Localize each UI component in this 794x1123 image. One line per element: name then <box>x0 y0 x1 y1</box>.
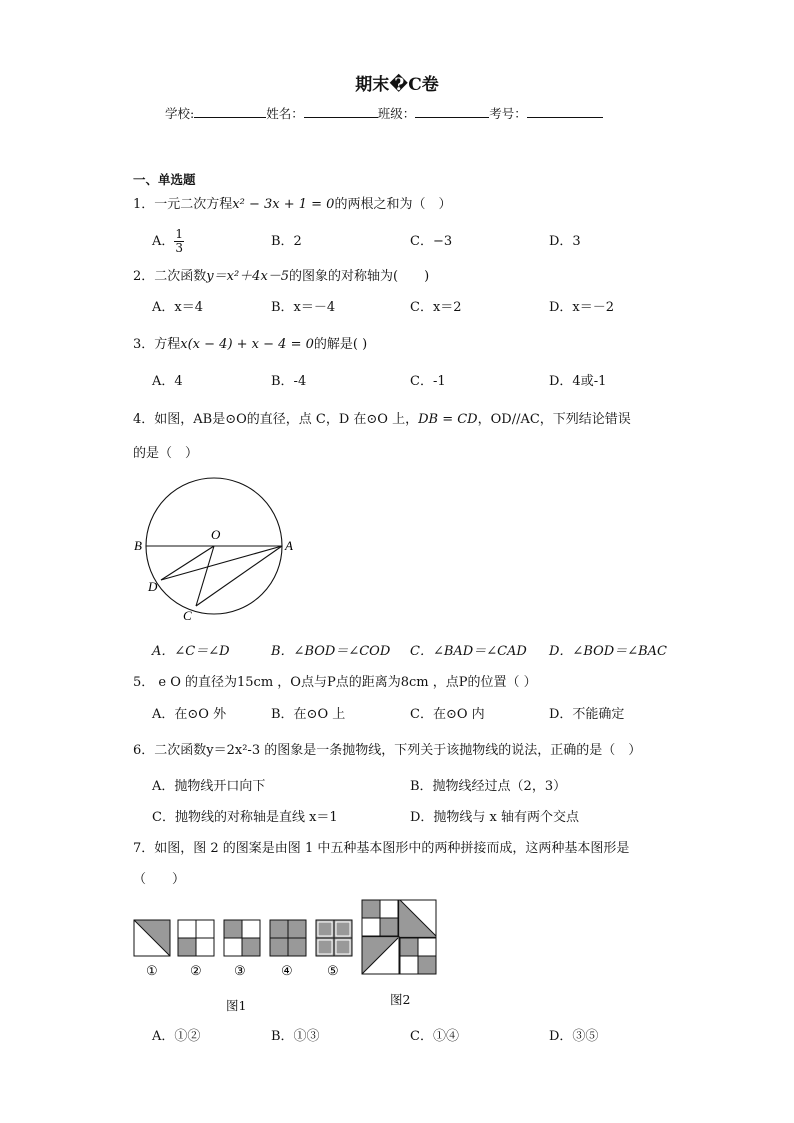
shape-label-2: ② <box>190 964 202 979</box>
question-2 <box>133 265 429 284</box>
q3-stem-pre: 3．方程 <box>133 337 181 352</box>
q2-expression: y＝x²＋4x－5 <box>206 269 290 284</box>
class-label: 班级： <box>377 106 416 121</box>
q3-option-b[interactable]: B．-4 <box>271 374 307 389</box>
q5-option-a[interactable]: A．在⊙O 外 <box>152 707 227 722</box>
question-7-line-1: 7．如图，图 2 的图案是由图 1 中五种基本图形中的两种拼接而成，这两种基本图形是 <box>133 841 630 856</box>
school-label: 学校: <box>165 106 195 121</box>
fraction-numerator: 1 <box>175 227 184 241</box>
shape-2-l-square <box>178 920 214 956</box>
q4-option-c[interactable]: C．∠BAD＝∠CAD <box>410 644 527 659</box>
shape-label-5: ⑤ <box>327 964 339 979</box>
q1-expression: x² − 3x + 1 = 0 <box>232 197 335 212</box>
option-label: A． <box>152 234 175 249</box>
q6-option-a[interactable]: A．抛物线开口向下 <box>152 779 266 794</box>
q3-option-a[interactable]: A．4 <box>152 374 183 389</box>
label-d: D <box>148 579 158 594</box>
q6-option-b[interactable]: B．抛物线经过点（2，3） <box>410 779 567 794</box>
number-blank[interactable] <box>527 105 603 118</box>
figure-2-caption: 图2 <box>390 992 411 1007</box>
q6-option-d[interactable]: D．抛物线与 x 轴有两个交点 <box>410 810 580 825</box>
number-label: 考号： <box>489 106 527 121</box>
q2-option-d[interactable]: D．x＝－2 <box>549 300 615 315</box>
q3-option-d[interactable]: D．4或-1 <box>549 374 607 389</box>
shape-label-3: ③ <box>234 964 246 979</box>
name-blank[interactable] <box>304 105 378 118</box>
segment-ca <box>196 546 282 606</box>
q7-option-b[interactable]: B．①③ <box>271 1029 320 1044</box>
fraction-denominator: 3 <box>175 241 184 255</box>
q2-option-a[interactable]: A．x＝4 <box>152 300 203 315</box>
q4-option-b[interactable]: B．∠BOD＝∠COD <box>271 644 391 659</box>
question-6: 6．二次函数y＝2x²-3 的图象是一条抛物线，下列关于该抛物线的说法，正确的是（ ） <box>133 743 642 758</box>
question-5: 5． e O 的直径为15cm ，O点与P点的距离为8cm ，点P的位置（ ） <box>133 675 537 690</box>
label-a: A <box>285 538 293 553</box>
q1-stem-pre: 1．一元二次方程 <box>133 197 233 212</box>
page-title: 期末�C卷 <box>355 75 439 95</box>
q4-stem-continued: ，OD//AC，下列结论错误 <box>477 412 631 427</box>
label-c: C <box>183 608 192 623</box>
q7-option-a[interactable]: A．①② <box>152 1029 201 1044</box>
student-info-line <box>165 104 603 122</box>
q4-arc-text: DB = CD <box>418 412 478 427</box>
q1-stem-post: 的两根之和为（ ） <box>334 197 452 212</box>
q5-option-c[interactable]: C．在⊙O 内 <box>410 707 485 722</box>
q6-option-c[interactable]: C．抛物线的对称轴是直线 x＝1 <box>152 810 338 825</box>
shape-label-1: ① <box>146 964 158 979</box>
q2-stem-post: 的图象的对称轴为( ) <box>289 269 430 284</box>
q2-stem-pre: 2．二次函数 <box>133 269 207 284</box>
shape-3-checker <box>224 920 260 956</box>
label-b: B <box>134 538 142 553</box>
question-1 <box>133 193 451 212</box>
segment-da <box>161 546 282 580</box>
q4-stem: 4．如图，AB是⊙O的直径，点 C，D 在⊙O 上， <box>133 412 419 427</box>
q2-option-c[interactable]: C．x＝2 <box>410 300 462 315</box>
figure-1-caption: 图1 <box>226 998 247 1013</box>
q5-option-b[interactable]: B．在⊙O 上 <box>271 707 346 722</box>
q3-stem-post: 的解是( ) <box>313 337 368 352</box>
label-o: O <box>211 527 221 542</box>
q2-option-b[interactable]: B．x＝－4 <box>271 300 336 315</box>
q3-expression: x(x − 4) + x − 4 = 0 <box>180 337 314 352</box>
shape-4-grey-grid <box>270 920 306 956</box>
q1-option-b[interactable]: B．2 <box>271 234 302 249</box>
q4-option-a[interactable]: A．∠C＝∠D <box>152 644 230 659</box>
shape-label-4: ④ <box>281 964 293 979</box>
q7-figure-1-shapes <box>128 896 448 988</box>
question-3 <box>133 333 367 352</box>
q1-option-d[interactable]: D．3 <box>549 234 581 249</box>
question-4-line-1 <box>133 408 631 427</box>
q1-option-a[interactable] <box>152 228 184 255</box>
q4-option-d[interactable]: D．∠BOD＝∠BAC <box>549 644 667 659</box>
q7-option-c[interactable]: C．①④ <box>410 1029 459 1044</box>
q1-fraction <box>174 228 184 255</box>
class-blank[interactable] <box>415 105 489 118</box>
q7-option-d[interactable]: D．③⑤ <box>549 1029 599 1044</box>
question-7-line-2: （ ） <box>133 872 186 887</box>
segment-oc <box>196 546 214 606</box>
shape-5-grid <box>316 920 352 956</box>
school-blank[interactable] <box>194 105 266 118</box>
question-4-line-2: 的是（ ） <box>133 446 199 461</box>
figure-2-pattern <box>362 900 436 974</box>
q4-circle-figure <box>128 474 308 626</box>
q4-arc-equation <box>418 412 478 427</box>
q3-option-c[interactable]: C．-1 <box>410 374 446 389</box>
q1-option-c[interactable]: C．−3 <box>410 234 453 249</box>
shape-1-diagonal-square <box>134 920 170 956</box>
q5-option-d[interactable]: D．不能确定 <box>549 707 625 722</box>
section-heading: 一、单选题 <box>133 172 196 187</box>
segment-od <box>161 546 214 580</box>
name-label: 姓名： <box>266 106 304 121</box>
